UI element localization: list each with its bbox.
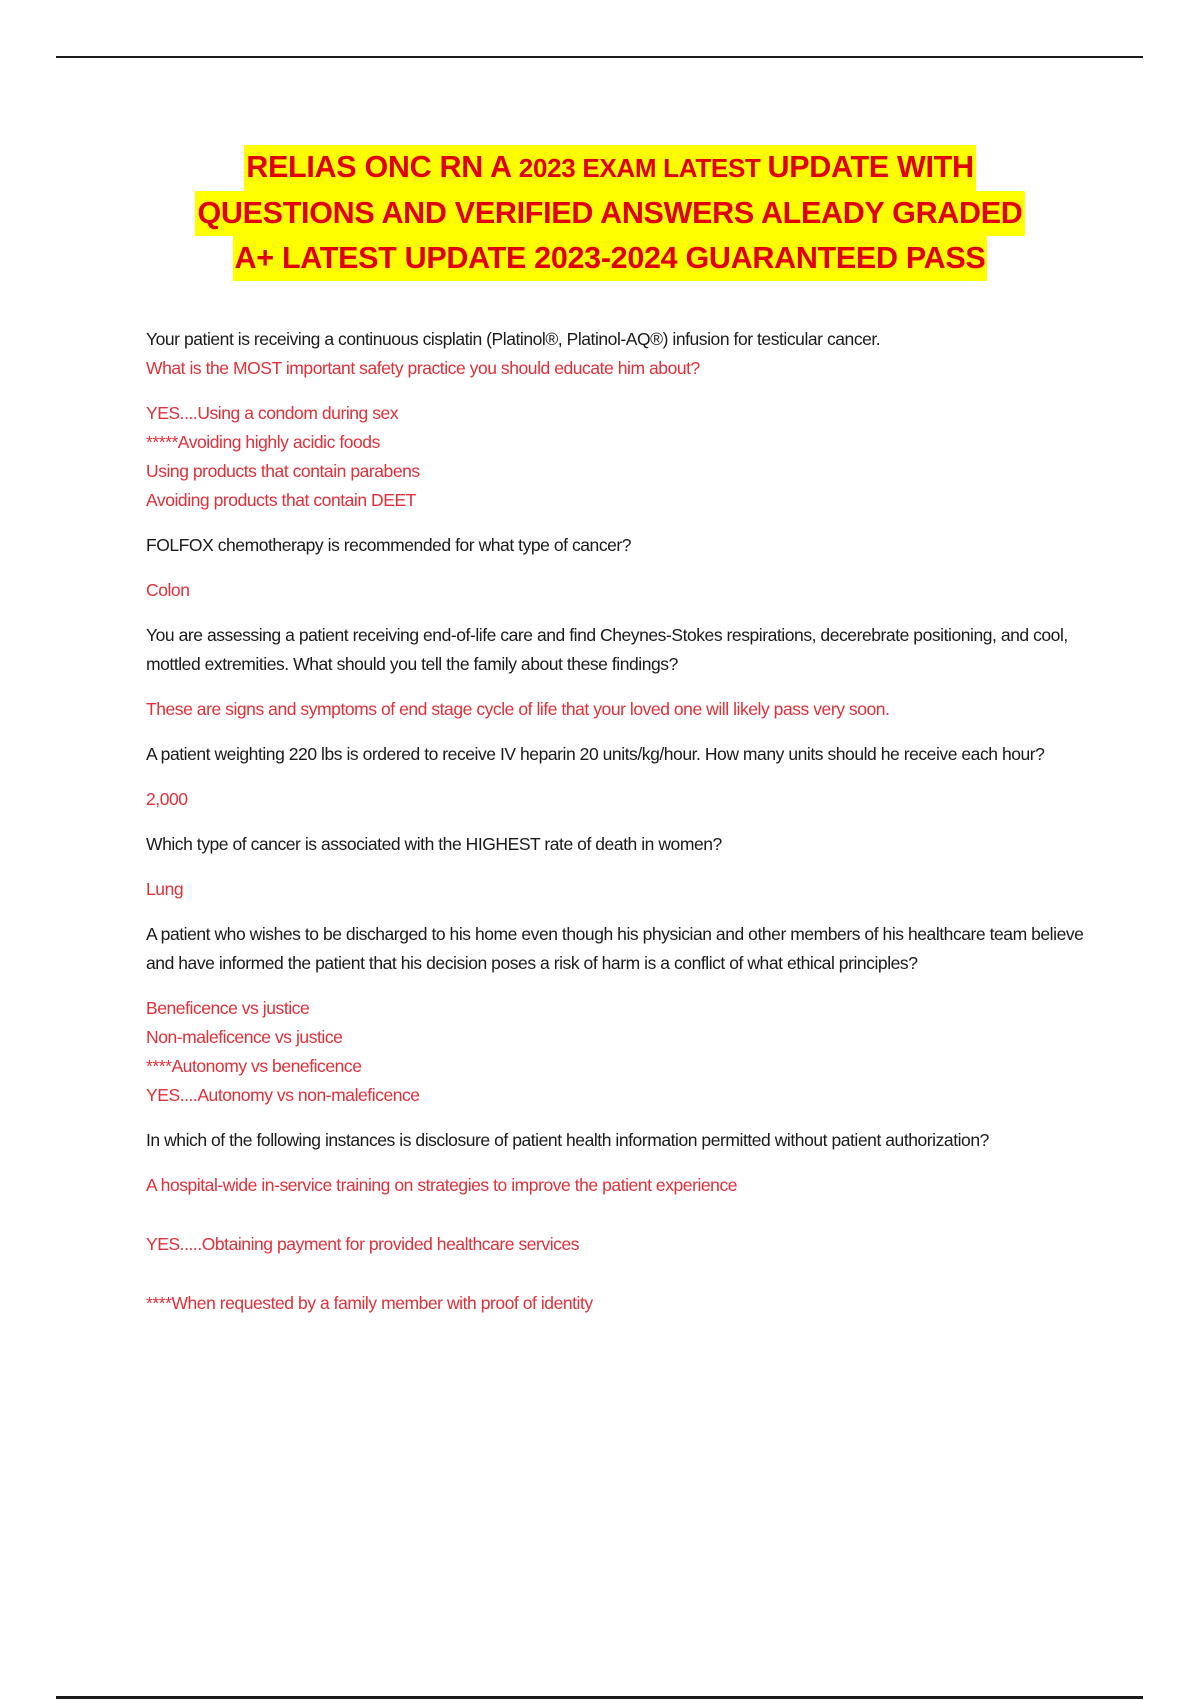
answer-option: These are signs and symptoms of end stage cycle of life that your loved one will likely pass very soon. — [146, 699, 890, 719]
bottom-rule — [56, 1696, 1143, 1699]
question-text: In which of the following instances is disclosure of patient health information permitted without patient authorization? — [146, 1130, 989, 1150]
document-title — [130, 145, 1090, 281]
question-text-highlighted: What is the MOST important safety practice you should educate him about? — [146, 358, 700, 378]
answer-option: Colon — [146, 580, 190, 600]
answer-option: ****When requested by a family member with proof of identity — [146, 1293, 593, 1313]
answer-option: Beneficence vs justice — [146, 998, 310, 1018]
title-line-1: RELIAS ONC RN A 2023 EXAM LATEST UPDATE WITH — [244, 145, 975, 191]
answer-option: YES....Autonomy vs non-maleficence — [146, 1085, 420, 1105]
title-line-3: A+ LATEST UPDATE 2023-2024 GUARANTEED PASS — [233, 236, 988, 281]
answer-option: A hospital-wide in-service training on strategies to improve the patient experience — [146, 1175, 738, 1195]
question-text: You are assessing a patient receiving end-of-life care and find Cheynes-Stokes respirations, decerebrate positioning, and cool, mottled extremities. What should you tell the family about these findings? — [146, 625, 1068, 674]
answer-option: Non-maleficence vs justice — [146, 1027, 343, 1047]
answer-option: ****Autonomy vs beneficence — [146, 1056, 362, 1076]
answer-option: 2,000 — [146, 789, 188, 809]
answer-option: Lung — [146, 879, 184, 899]
question-text: A patient who wishes to be discharged to his home even though his physician and other members of his healthcare team believe and have informed the patient that his decision poses a risk of harm is a conflict of what ethical principles? — [146, 924, 1084, 973]
answer-option: YES....Using a condom during sex — [146, 403, 399, 423]
answer-option: Avoiding products that contain DEET — [146, 490, 416, 510]
question-text: Which type of cancer is associated with the HIGHEST rate of death in women? — [146, 834, 722, 854]
question-text: A patient weighting 220 lbs is ordered to receive IV heparin 20 units/kg/hour. How many units should he receive each hour? — [146, 744, 1045, 764]
question-text: FOLFOX chemotherapy is recommended for what type of cancer? — [146, 535, 632, 555]
document-body — [146, 325, 1086, 1318]
title-line-2: QUESTIONS AND VERIFIED ANSWERS ALEADY GRADED — [195, 191, 1024, 236]
answer-option: Using products that contain parabens — [146, 461, 420, 481]
top-rule — [56, 56, 1143, 58]
answer-option: *****Avoiding highly acidic foods — [146, 432, 380, 452]
answer-option: YES.....Obtaining payment for provided healthcare services — [146, 1234, 580, 1254]
question-text: Your patient is receiving a continuous cisplatin (Platinol®, Platinol-AQ®) infusion for testicular cancer. — [146, 329, 881, 349]
